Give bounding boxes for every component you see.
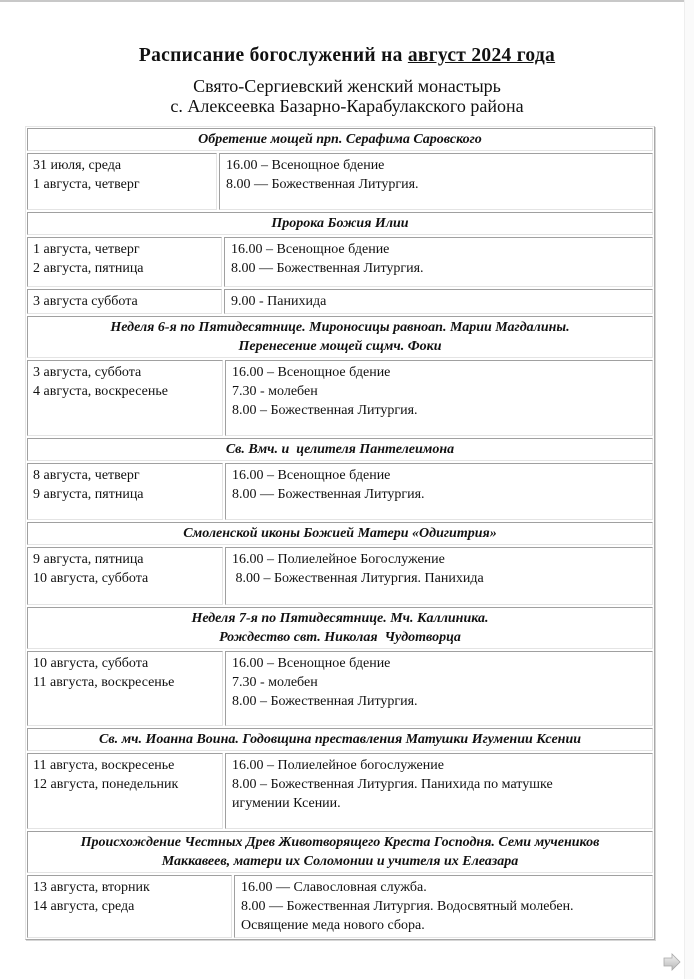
document-header <box>0 0 694 116</box>
services-cell <box>225 360 653 436</box>
services-cell <box>225 753 653 829</box>
service-line: 16.00 – Всенощное бдение <box>231 242 390 257</box>
dates-cell <box>27 360 223 436</box>
schedule-row <box>27 547 653 605</box>
heading-line: Св. Вмч. и целителя Пантелеимона <box>225 442 455 457</box>
service-line: 8.00 – Божественная Литургия. <box>232 403 418 418</box>
service-line: 16.00 – Всенощное бдение <box>226 158 385 173</box>
date-line: 31 июля, среда <box>33 158 122 173</box>
title-prefix: Расписание богослужений на <box>138 45 408 66</box>
heading-line: Обретение мощей прп. Серафима Саровского <box>198 132 482 147</box>
section-heading-row <box>27 212 653 235</box>
section-heading-row <box>27 607 653 649</box>
dates-cell <box>27 547 223 605</box>
section-heading-row <box>27 128 653 151</box>
schedule-row <box>27 153 653 210</box>
section-heading <box>27 522 653 545</box>
heading-line: Маккавеев, матери их Соломонии и учителя их Елеазара <box>161 854 519 869</box>
section-heading <box>27 438 653 461</box>
heading-line: Св. мч. Иоанна Воина. Годовщина преставления Матушки Игумении Ксении <box>98 732 582 747</box>
service-line: 8.00 – Божественная Литургия. Панихида по матушке <box>232 777 553 792</box>
heading-line: Неделя 7-я по Пятидесятнице. Мч. Каллиника. <box>191 611 489 626</box>
heading-line: Происхождение Честных Древ Животворящего Креста Господня. Семи мучеников <box>80 835 600 850</box>
viewer-scrollbar-track[interactable] <box>684 0 694 979</box>
service-line: 16.00 – Всенощное бдение <box>232 656 391 671</box>
next-page-button[interactable] <box>663 953 681 971</box>
date-line: 11 августа, воскресенье <box>33 758 175 773</box>
service-line: 8.00 — Божественная Литургия. <box>231 261 424 276</box>
section-heading-row <box>27 438 653 461</box>
heading-line: Неделя 6-я по Пятидесятнице. Мироносицы равноап. Марии Магдалины. <box>110 320 570 335</box>
dates-cell <box>27 463 223 520</box>
date-line: 2 августа, пятница <box>33 261 144 276</box>
monastery-location: с. Алексеевка Базарно-Карабулакского района <box>170 96 524 116</box>
date-line: 1 августа, четверг <box>33 242 140 257</box>
dates-cell <box>27 875 232 938</box>
service-line: 8.00 — Божественная Литургия. <box>226 177 419 192</box>
date-line: 3 августа, суббота <box>33 365 142 380</box>
dates-cell <box>27 651 223 726</box>
date-line: 14 августа, среда <box>33 899 135 914</box>
section-heading-row <box>27 522 653 545</box>
service-line: 8.00 – Божественная Литургия. Панихида <box>232 571 484 586</box>
services-cell <box>234 875 653 938</box>
service-line: 16.00 – Полиелейное богослужение <box>232 758 444 773</box>
section-heading-row <box>27 316 653 358</box>
date-line: 8 августа, четверг <box>33 468 140 483</box>
date-line: 9 августа, пятница <box>33 487 144 502</box>
section-heading <box>27 831 653 873</box>
date-line: 10 августа, суббота <box>33 571 149 586</box>
services-cell <box>224 237 653 287</box>
section-heading <box>27 607 653 649</box>
date-line: 1 августа, четверг <box>33 177 140 192</box>
section-heading-row <box>27 728 653 751</box>
service-line: 16.00 – Всенощное бдение <box>232 365 391 380</box>
schedule-row <box>27 463 653 520</box>
dates-cell <box>27 753 223 829</box>
services-cell <box>225 463 653 520</box>
section-heading <box>27 212 653 235</box>
service-line: 8.00 – Божественная Литургия. <box>232 694 418 709</box>
date-line: 9 августа, пятница <box>33 552 144 567</box>
right-arrow-icon <box>663 953 681 971</box>
section-heading <box>27 728 653 751</box>
dates-cell <box>27 153 217 210</box>
service-line: 16.00 — Славословная служба. <box>241 880 427 895</box>
date-line: 11 августа, воскресенье <box>33 675 175 690</box>
page-title <box>0 44 694 68</box>
service-line: 9.00 - Панихида <box>231 294 327 309</box>
schedule-row <box>27 289 653 314</box>
service-line: 8.00 — Божественная Литургия. Водосвятный молебен. <box>241 899 574 914</box>
schedule-row <box>27 875 653 938</box>
services-cell <box>225 547 653 605</box>
service-line: 8.00 — Божественная Литургия. <box>232 487 425 502</box>
schedule-row <box>27 237 653 287</box>
heading-line: Смоленской иконы Божией Матери «Одигитрия» <box>183 526 497 541</box>
date-line: 10 августа, суббота <box>33 656 149 671</box>
service-line: 16.00 – Полиелейное Богослужение <box>232 552 445 567</box>
schedule-row <box>27 753 653 829</box>
viewer-top-border <box>0 0 684 2</box>
heading-line: Перенесение мощей сщмч. Фоки <box>238 339 442 354</box>
heading-line: Рождество свт. Николая Чудотворца <box>219 630 461 645</box>
service-line: 7.30 - молебен <box>232 384 318 399</box>
schedule-row <box>27 360 653 436</box>
services-cell <box>219 153 653 210</box>
date-line: 3 августа суббота <box>33 294 138 309</box>
schedule-row <box>27 651 653 726</box>
title-month: август 2024 года <box>407 45 556 66</box>
date-line: 13 августа, вторник <box>33 880 150 895</box>
date-line: 4 августа, воскресенье <box>33 384 168 399</box>
dates-cell <box>27 289 222 314</box>
section-heading <box>27 128 653 151</box>
service-line: 7.30 - молебен <box>232 675 318 690</box>
section-heading <box>27 316 653 358</box>
heading-line: Пророка Божия Илии <box>271 216 409 231</box>
monastery-name: Свято-Сергиевский женский монастырь <box>193 76 501 96</box>
services-cell <box>225 651 653 726</box>
service-line: игумении Ксении. <box>232 796 341 811</box>
service-line: 16.00 – Всенощное бдение <box>232 468 391 483</box>
dates-cell <box>27 237 222 287</box>
schedule-table <box>25 126 655 940</box>
services-cell <box>224 289 653 314</box>
section-heading-row <box>27 831 653 873</box>
service-line: Освящение меда нового сбора. <box>241 918 425 933</box>
date-line: 12 августа, понедельник <box>33 777 179 792</box>
